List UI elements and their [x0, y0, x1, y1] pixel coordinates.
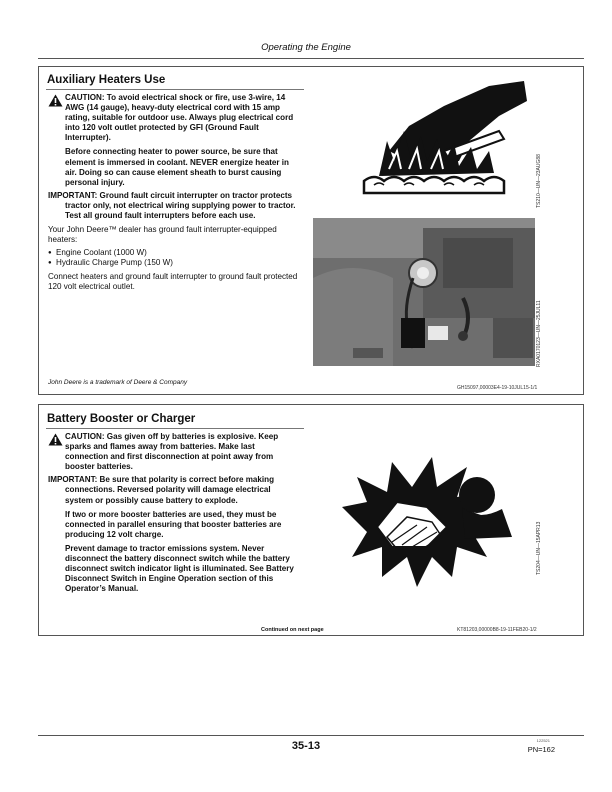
section-battery-booster — [38, 404, 584, 636]
section1-text — [48, 93, 298, 292]
figure-code: TS210—UN—23AUG88 — [536, 154, 542, 208]
connect-text: Connect heaters and ground fault interrupter to ground fault protected 120 volt electrical outlet. — [48, 271, 298, 291]
footer-rule — [38, 735, 584, 736]
running-head: Operating the Engine — [261, 42, 351, 53]
warning-triangle-icon — [48, 94, 63, 107]
reference-code: KT81203,00000B8-19-11FEB20-1/2 — [457, 627, 537, 633]
important-note: IMPORTANT: Ground fault circuit interrupter on tractor protects tractor only, not electrical wiring supplying power to tractor. Test all ground fault interrupters before each use. — [48, 190, 296, 221]
photo-code: RXA0170123—UN—25JUL11 — [536, 300, 542, 367]
caution-detail: Before connecting heater to power source, be sure that element is immersed in coolant. NEVER energize heater in air. Doing so can cause element sheath to burst causing personal injury. — [65, 147, 289, 187]
footer-small-code: 122521 — [536, 738, 550, 743]
continued-note: Continued on next page — [261, 627, 324, 633]
shock-fire-illustration — [349, 81, 529, 207]
section-title-rule — [46, 89, 304, 90]
emissions-note: Prevent damage to tractor emissions system. Never disconnect the battery disconnect switch while the battery disconnect switch indicator light is illuminated. See Battery Disconnect Switch in Engine Operation section of this Operator’s Manual. — [65, 543, 294, 594]
list-item: ● Hydraulic Charge Pump (150 W) — [48, 258, 298, 268]
engine-heater-photo — [313, 218, 535, 366]
caution-text: CAUTION: Gas given off by batteries is explosive. Keep sparks and flames away from batteries. Make last connection and first disconnection at point away from booster batteries. — [65, 432, 279, 472]
warning-triangle-icon — [48, 433, 63, 446]
battery-explosion-illustration — [337, 447, 527, 597]
list-item: ● Engine Coolant (1000 W) — [48, 248, 298, 258]
page-number: 35-13 — [291, 740, 321, 752]
pn-number: PN=162 — [527, 745, 555, 754]
caution-block — [48, 93, 298, 143]
section-title: Battery Booster or Charger — [47, 413, 196, 425]
reference-code: GH15097,00003E4-19-10JUL15-1/1 — [457, 385, 538, 391]
section-title-rule — [46, 428, 304, 429]
parallel-note: If two or more booster batteries are used, they must be connected in parallel ensuring that booster batteries are producing 12 volt charge. — [65, 509, 282, 539]
section-title: Auxiliary Heaters Use — [47, 74, 166, 86]
section-auxiliary-heaters — [38, 66, 584, 395]
header-rule — [38, 58, 584, 59]
figure-code: TS204—UN—15APR13 — [536, 521, 542, 575]
section2-text — [48, 432, 298, 594]
caution-block — [48, 432, 298, 472]
dealer-text: Your John Deere™ dealer has ground fault interrupter-equipped heaters: — [48, 225, 277, 245]
heater-list — [48, 248, 298, 268]
caution-text: CAUTION: To avoid electrical shock or fire, use 3-wire, 14 AWG (14 gauge), heavy-duty electrical cord with 15 amp rating, suitable for outdoor use. Always plug electrical cord into 120 volt outlet protected by GFI (Ground Fault Interrupter). — [65, 93, 294, 143]
trademark-note: John Deere is a trademark of Deere & Company — [48, 379, 188, 386]
important-note: IMPORTANT: Be sure that polarity is correct before making connections. Reversed polarity will damage electrical system or possibly cause battery to explode. — [48, 475, 275, 505]
